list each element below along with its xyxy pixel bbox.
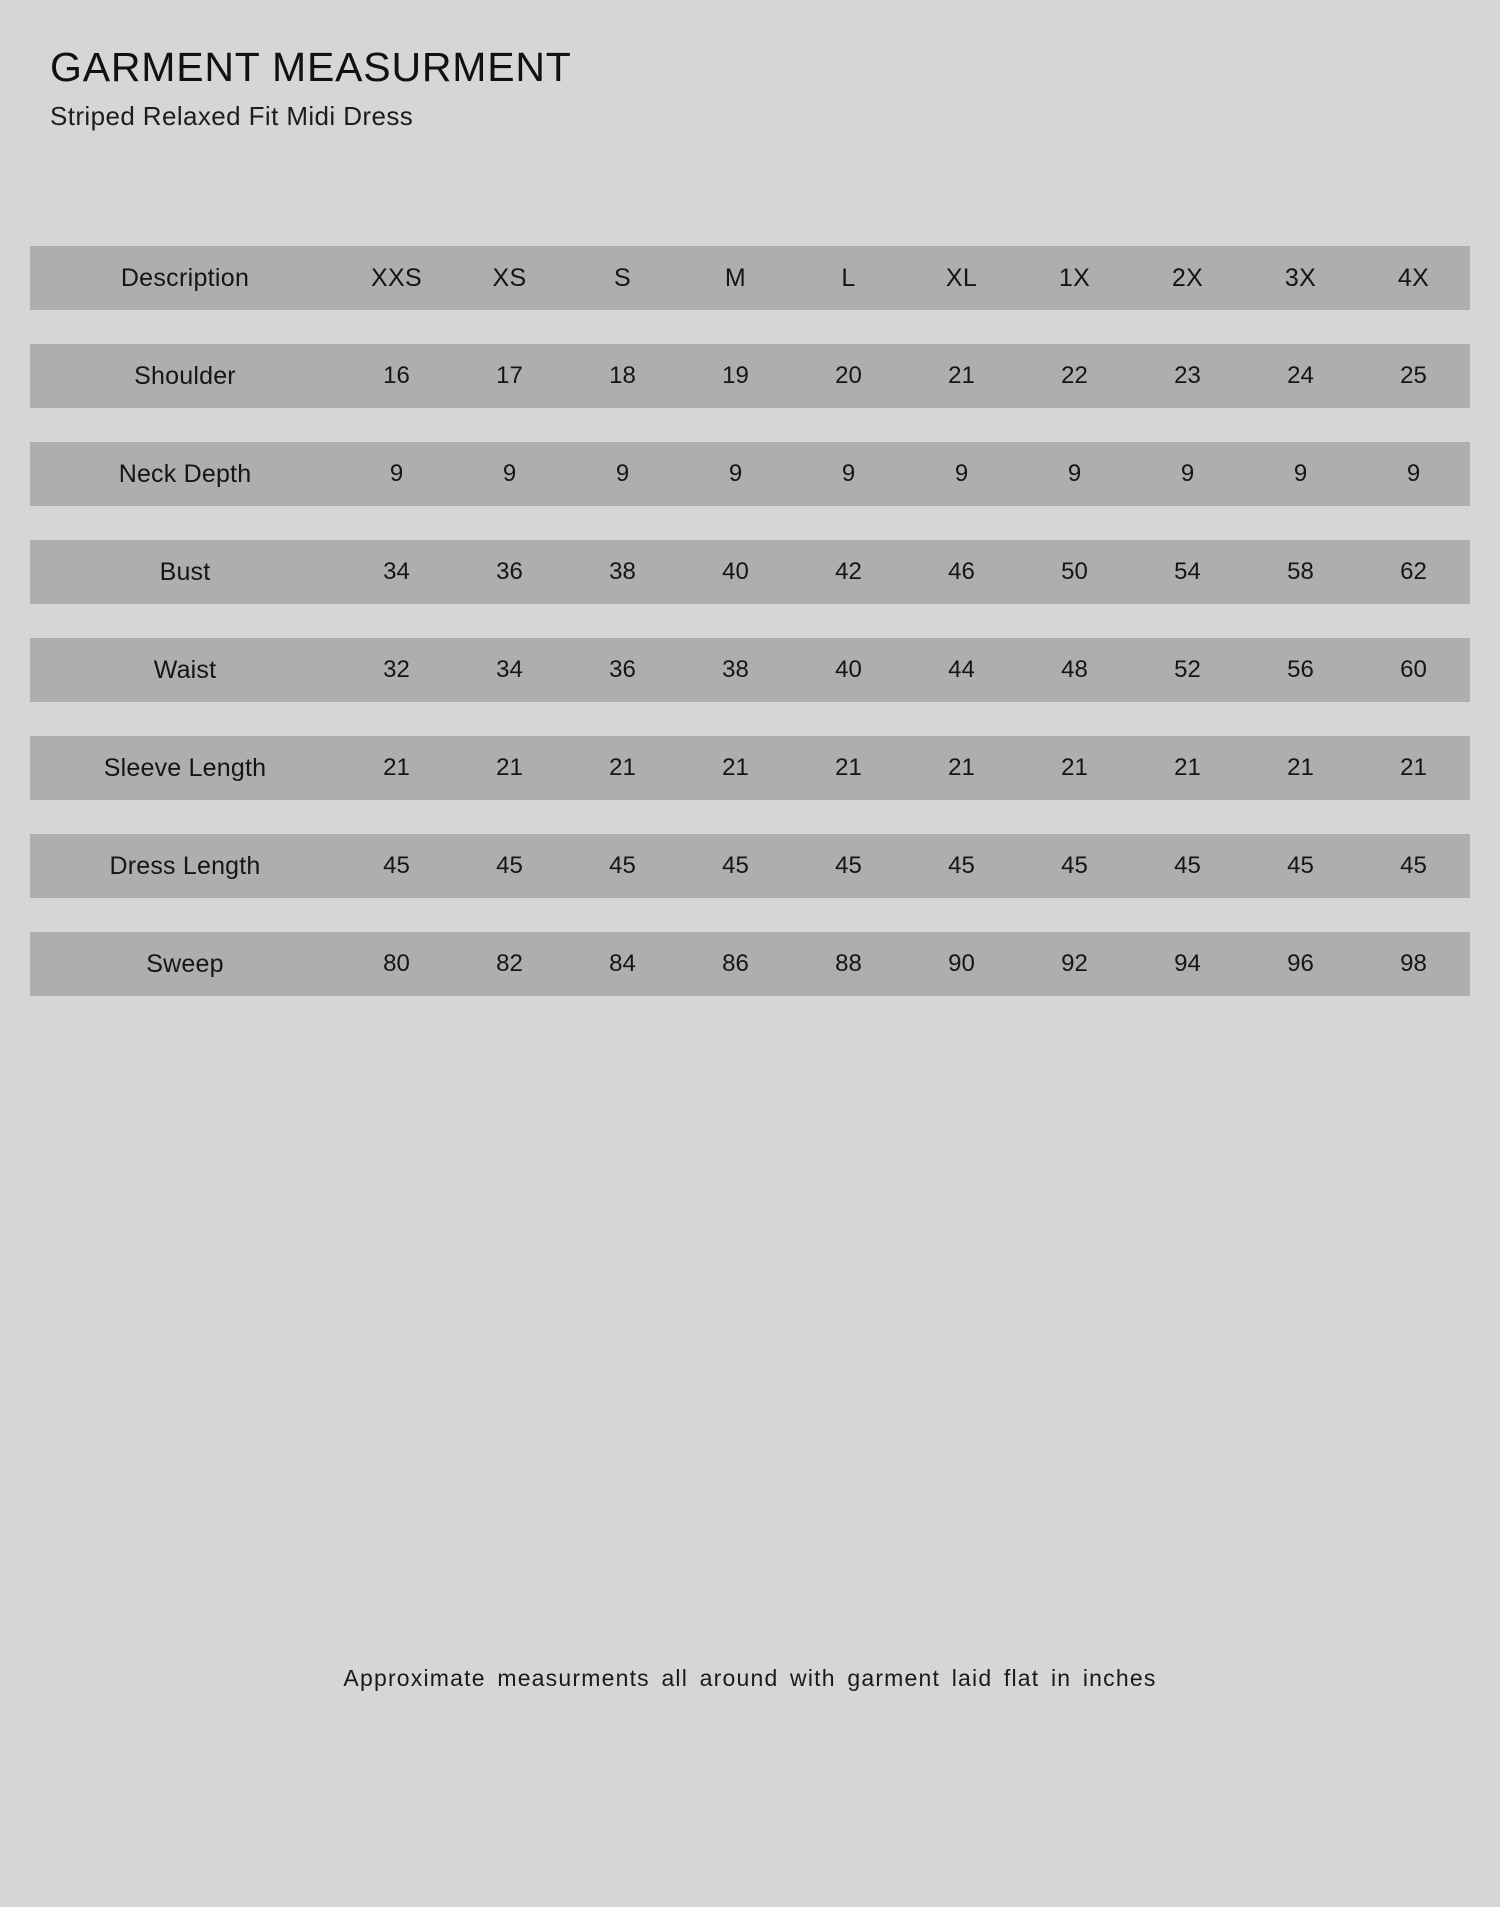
table-cell: 92 xyxy=(1018,932,1131,996)
column-header-size: XL xyxy=(905,246,1018,310)
table-cell: 36 xyxy=(566,638,679,702)
table-body xyxy=(30,344,1470,996)
page-subtitle: Striped Relaxed Fit Midi Dress xyxy=(50,101,414,132)
table-cell: 21 xyxy=(1018,736,1131,800)
table-cell: 54 xyxy=(1131,540,1244,604)
table-cell: 9 xyxy=(453,442,566,506)
table-cell: 21 xyxy=(1244,736,1357,800)
column-header-size: XXS xyxy=(340,246,453,310)
table-cell: 9 xyxy=(679,442,792,506)
row-label: Dress Length xyxy=(30,834,340,898)
column-header-size: M xyxy=(679,246,792,310)
table-cell: 21 xyxy=(453,736,566,800)
table-cell: 9 xyxy=(340,442,453,506)
table-header-row xyxy=(30,246,1470,310)
table-cell: 21 xyxy=(1131,736,1244,800)
table-cell: 45 xyxy=(340,834,453,898)
table-cell: 21 xyxy=(566,736,679,800)
table-cell: 23 xyxy=(1131,344,1244,408)
table-cell: 40 xyxy=(792,638,905,702)
table-row xyxy=(30,442,1470,506)
table-cell: 21 xyxy=(905,736,1018,800)
page-title: GARMENT MEASURMENT xyxy=(50,44,572,90)
table-cell: 46 xyxy=(905,540,1018,604)
table-row xyxy=(30,736,1470,800)
table-cell: 40 xyxy=(679,540,792,604)
table-cell: 98 xyxy=(1357,932,1470,996)
column-header-size: L xyxy=(792,246,905,310)
table-cell: 9 xyxy=(1357,442,1470,506)
table-cell: 62 xyxy=(1357,540,1470,604)
table-cell: 22 xyxy=(1018,344,1131,408)
row-label: Neck Depth xyxy=(30,442,340,506)
table-cell: 9 xyxy=(1244,442,1357,506)
table-cell: 48 xyxy=(1018,638,1131,702)
column-header-description: Description xyxy=(30,246,340,310)
table-cell: 52 xyxy=(1131,638,1244,702)
table-cell: 44 xyxy=(905,638,1018,702)
table-cell: 94 xyxy=(1131,932,1244,996)
table-cell: 36 xyxy=(453,540,566,604)
row-label: Sleeve Length xyxy=(30,736,340,800)
table-cell: 45 xyxy=(1357,834,1470,898)
table-cell: 90 xyxy=(905,932,1018,996)
table-cell: 9 xyxy=(1131,442,1244,506)
row-label: Bust xyxy=(30,540,340,604)
measurement-footnote: Approximate measurments all around with garment laid flat in inches xyxy=(343,1665,1157,1691)
table-cell: 60 xyxy=(1357,638,1470,702)
row-label: Waist xyxy=(30,638,340,702)
table-row xyxy=(30,344,1470,408)
table-cell: 32 xyxy=(340,638,453,702)
table-cell: 45 xyxy=(792,834,905,898)
table-cell: 82 xyxy=(453,932,566,996)
column-header-size: 2X xyxy=(1131,246,1244,310)
table-cell: 9 xyxy=(792,442,905,506)
column-header-size: 4X xyxy=(1357,246,1470,310)
table-cell: 9 xyxy=(1018,442,1131,506)
table-cell: 86 xyxy=(679,932,792,996)
table-cell: 80 xyxy=(340,932,453,996)
table-row xyxy=(30,932,1470,996)
document-header xyxy=(0,0,1500,132)
table-cell: 18 xyxy=(566,344,679,408)
table-cell: 25 xyxy=(1357,344,1470,408)
column-header-size: 1X xyxy=(1018,246,1131,310)
table-cell: 45 xyxy=(905,834,1018,898)
table-cell: 45 xyxy=(566,834,679,898)
table-cell: 34 xyxy=(453,638,566,702)
table-cell: 56 xyxy=(1244,638,1357,702)
table-cell: 58 xyxy=(1244,540,1357,604)
table-cell: 38 xyxy=(566,540,679,604)
table-cell: 24 xyxy=(1244,344,1357,408)
table-cell: 9 xyxy=(905,442,1018,506)
table-cell: 45 xyxy=(679,834,792,898)
column-header-size: 3X xyxy=(1244,246,1357,310)
table-header xyxy=(30,246,1470,310)
table-cell: 96 xyxy=(1244,932,1357,996)
table-cell: 9 xyxy=(566,442,679,506)
table-cell: 21 xyxy=(340,736,453,800)
table-cell: 45 xyxy=(1131,834,1244,898)
table-row xyxy=(30,540,1470,604)
table-cell: 21 xyxy=(792,736,905,800)
row-label: Shoulder xyxy=(30,344,340,408)
table-cell: 45 xyxy=(1244,834,1357,898)
table-cell: 20 xyxy=(792,344,905,408)
table-cell: 21 xyxy=(1357,736,1470,800)
table-cell: 88 xyxy=(792,932,905,996)
table-cell: 50 xyxy=(1018,540,1131,604)
table-cell: 19 xyxy=(679,344,792,408)
column-header-size: XS xyxy=(453,246,566,310)
table-cell: 16 xyxy=(340,344,453,408)
table-cell: 84 xyxy=(566,932,679,996)
table-cell: 45 xyxy=(453,834,566,898)
table-cell: 17 xyxy=(453,344,566,408)
table-cell: 45 xyxy=(1018,834,1131,898)
table-cell: 42 xyxy=(792,540,905,604)
table-cell: 21 xyxy=(905,344,1018,408)
table-cell: 34 xyxy=(340,540,453,604)
row-label: Sweep xyxy=(30,932,340,996)
table-row xyxy=(30,834,1470,898)
table-cell: 21 xyxy=(679,736,792,800)
measurement-table xyxy=(30,212,1470,1030)
table-cell: 38 xyxy=(679,638,792,702)
table-row xyxy=(30,638,1470,702)
measurement-table-container xyxy=(0,212,1500,1030)
column-header-size: S xyxy=(566,246,679,310)
